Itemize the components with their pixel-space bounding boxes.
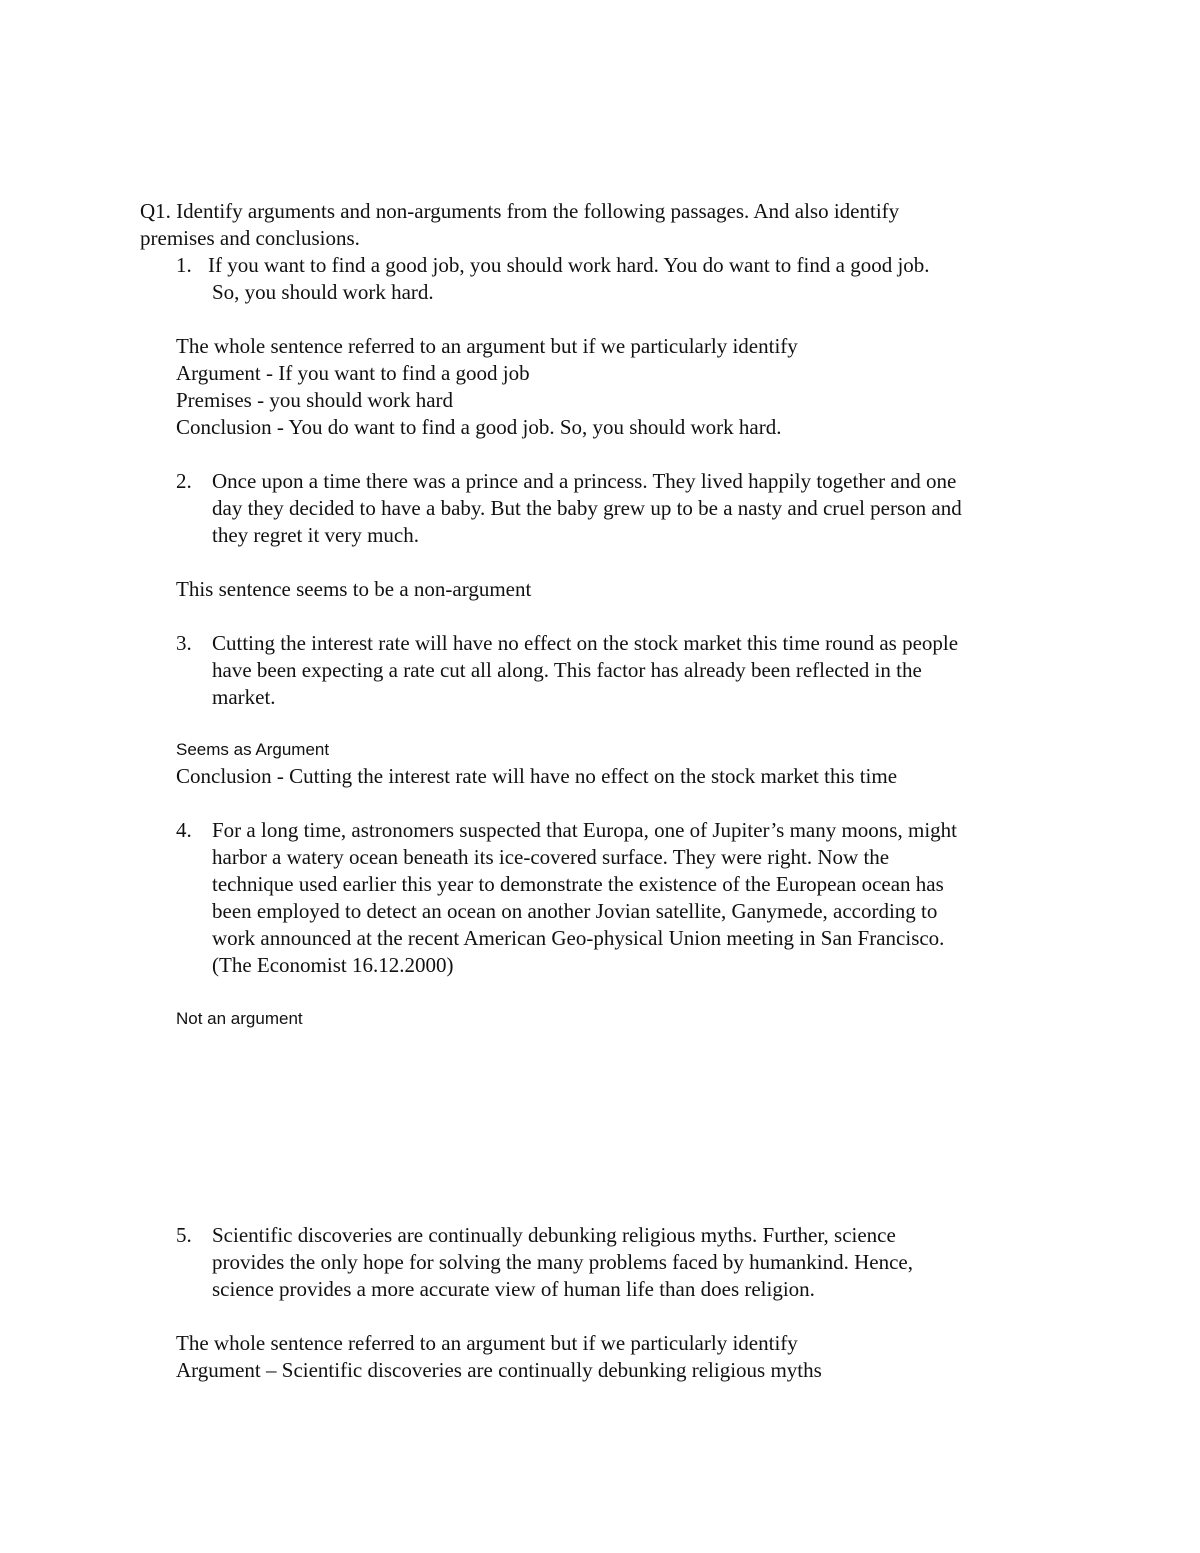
item-3-text-line: Cutting the interest rate will have no effect on the stock market this time round as people [212, 631, 959, 655]
question-heading-line-1: Q1. Identify arguments and non-arguments from the following passages. And also identify [140, 199, 900, 223]
item-4-text-line: technique used earlier this year to demonstrate the existence of the European ocean has [212, 872, 944, 896]
question-heading-line-2: premises and conclusions. [140, 226, 360, 250]
item-4-text-line: been employed to detect an ocean on another Jovian satellite, Ganymede, according to [212, 899, 938, 923]
answer-3-label: Seems as Argument [176, 740, 330, 759]
answer-5-line: Argument – Scientific discoveries are continually debunking religious myths [176, 1358, 822, 1382]
item-1-text-line: If you want to find a good job, you should work hard. You do want to find a good job. [208, 253, 930, 277]
answer-4-label: Not an argument [176, 1009, 303, 1028]
answer-1-line: The whole sentence referred to an argument but if we particularly identify [176, 334, 798, 358]
answer-1-line: Argument - If you want to find a good job [176, 361, 530, 385]
item-4-number: 4. [176, 818, 192, 842]
item-5-text-line: science provides a more accurate view of human life than does religion. [212, 1277, 815, 1301]
answer-5-line: The whole sentence referred to an argument but if we particularly identify [176, 1331, 798, 1355]
answer-3-line: Conclusion - Cutting the interest rate will have no effect on the stock market this time [176, 764, 898, 788]
answer-1-line: Premises - you should work hard [176, 388, 454, 412]
item-4-text-line: (The Economist 16.12.2000) [212, 953, 454, 977]
item-5-text-line: provides the only hope for solving the many problems faced by humankind. Hence, [212, 1250, 913, 1274]
item-4-text-line: For a long time, astronomers suspected that Europa, one of Jupiter’s many moons, might [212, 818, 957, 842]
item-4-text-line: harbor a watery ocean beneath its ice-covered surface. They were right. Now the [212, 845, 890, 869]
item-5-text-line: Scientific discoveries are continually debunking religious myths. Further, science [212, 1223, 896, 1247]
item-3-number: 3. [176, 631, 192, 655]
item-4-text-line: work announced at the recent American Geo-physical Union meeting in San Francisco. [212, 926, 945, 950]
item-5-number: 5. [176, 1223, 192, 1247]
answer-1-line: Conclusion - You do want to find a good job. So, you should work hard. [176, 415, 782, 439]
item-3-text-line: have been expecting a rate cut all along. This factor has already been reflected in the [212, 658, 922, 682]
item-2-text-line: day they decided to have a baby. But the baby grew up to be a nasty and cruel person and [212, 496, 962, 520]
item-1-text-line: So, you should work hard. [212, 280, 434, 304]
item-3-text-line: market. [212, 685, 276, 709]
answer-2-line: This sentence seems to be a non-argument [176, 577, 532, 601]
item-2-text-line: they regret it very much. [212, 523, 420, 547]
item-2-number: 2. [176, 469, 192, 493]
item-1-number: 1. [176, 253, 192, 277]
item-2-text-line: Once upon a time there was a prince and a princess. They lived happily together and one [212, 469, 957, 493]
